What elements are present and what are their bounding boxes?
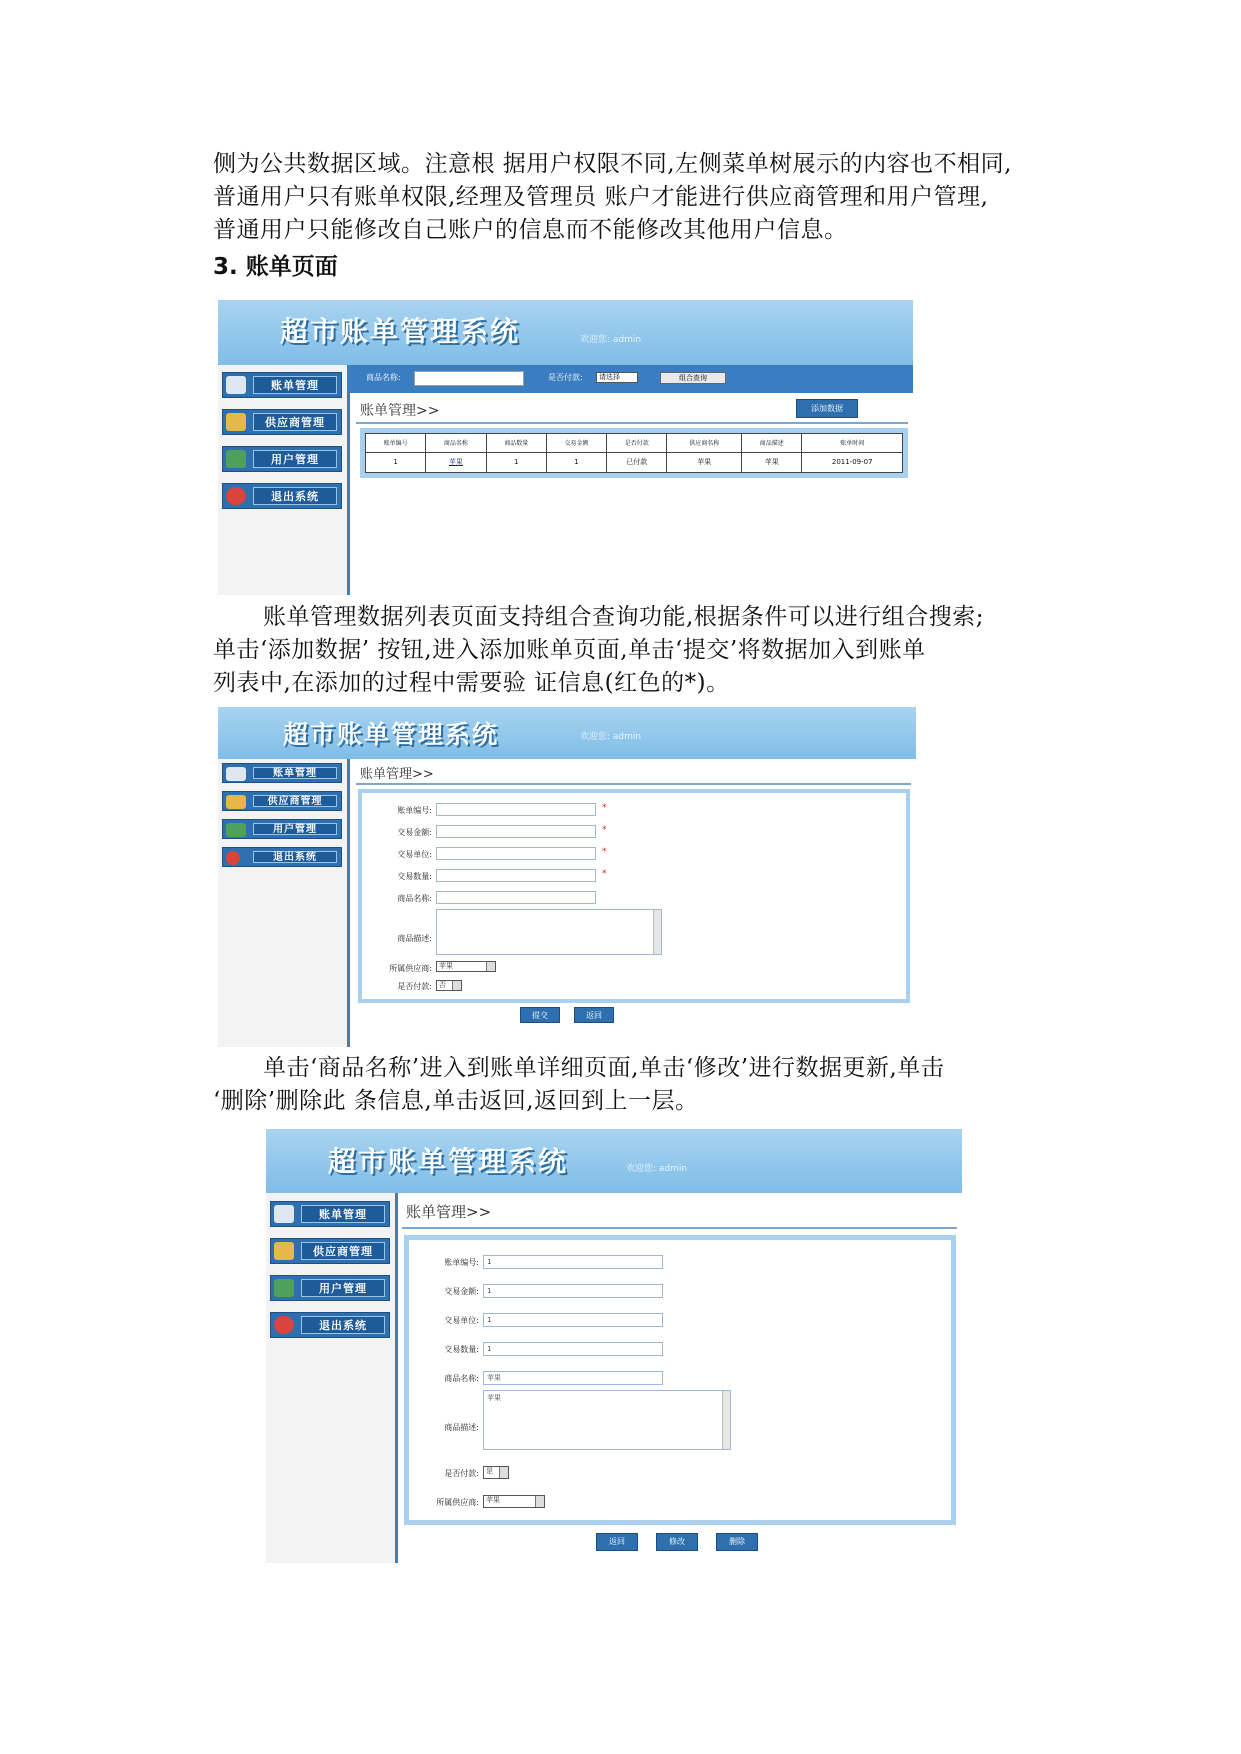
product-desc-textarea[interactable] — [436, 909, 662, 955]
add-bill-form: 账单编号: * 交易金额: * 交易单位: * 交易数量: * 商品名称: 商品描述: 所属供应商: 苹果 是否付款: 否 — [358, 789, 910, 1003]
menu-label: 供应商管理 — [253, 795, 337, 807]
product-name-label: 商品名称: — [366, 373, 401, 382]
menu-label: 退出系统 — [301, 1316, 385, 1334]
menu-label: 用户管理 — [301, 1279, 385, 1297]
table-cell: 苹果 — [742, 452, 802, 472]
bill-table — [365, 433, 903, 473]
unit-field[interactable]: 1 — [483, 1313, 663, 1327]
menu-label: 供应商管理 — [253, 413, 337, 431]
text-line: 普通用户只有账单权限,经理及管理员 账户才能进行供应商管理和用户管理, — [213, 184, 989, 210]
product-name-input[interactable] — [436, 891, 596, 904]
text-line: 侧为公共数据区域。注意根 据用户权限不同,左侧菜单树展示的内容也不相同, — [213, 151, 1012, 177]
sidebar — [218, 365, 348, 595]
app-title: 超市账单管理系统 — [328, 1145, 569, 1178]
sidebar-divider — [347, 365, 350, 595]
sidebar-divider — [347, 759, 350, 1047]
supplier-icon — [274, 1242, 294, 1260]
breadcrumb-rule — [402, 1227, 957, 1229]
text-line: ‘删除’删除此 条信息,单击返回,返回到上一层。 — [213, 1088, 699, 1114]
welcome-user: 欢迎您: admin — [626, 1164, 688, 1174]
column-header: 商品名称 — [426, 434, 486, 453]
menu-label: 用户管理 — [253, 450, 337, 468]
table-cell: 1 — [546, 452, 606, 472]
table-cell: 1 — [486, 452, 546, 472]
users-icon — [274, 1279, 294, 1297]
quantity-input[interactable] — [436, 869, 596, 882]
menu-user[interactable] — [222, 446, 342, 472]
bill-list-screenshot — [218, 300, 913, 595]
breadcrumb-rule — [356, 783, 911, 785]
text-line: 账单管理数据列表页面支持组合查询功能,根据条件可以进行组合搜索; — [263, 604, 985, 630]
text-line: 单击‘添加数据’ 按钮,进入添加账单页面,单击‘提交’将数据加入到账单 — [213, 637, 926, 663]
supplier-icon — [226, 413, 246, 431]
users-icon — [226, 450, 246, 468]
bill-detail-screenshot — [266, 1129, 962, 1563]
bill-detail-form: 账单编号: 1 交易金额: 1 交易单位: 1 交易数量: 1 商品名称: 苹果 商品描述: 苹果 是否付款: 是 所属供应商: 苹果 — [404, 1235, 956, 1525]
table-cell: 1 — [366, 452, 426, 472]
menu-label: 用户管理 — [253, 823, 337, 835]
welcome-user: 欢迎您: admin — [580, 335, 642, 345]
bill-code-input[interactable] — [436, 803, 596, 816]
menu-supplier[interactable] — [222, 409, 342, 435]
supplier-select[interactable]: 苹果 — [483, 1495, 545, 1508]
exit-icon — [226, 487, 246, 505]
banner — [218, 707, 916, 759]
required-mark: * — [602, 869, 607, 879]
amount-input[interactable] — [436, 825, 596, 838]
text-line: 普通用户只能修改自己账户的信息而不能修改其他用户信息。 — [213, 217, 848, 243]
supplier-select[interactable]: 苹果 — [436, 961, 496, 972]
menu-supplier[interactable] — [270, 1238, 390, 1264]
banner — [266, 1129, 962, 1193]
users-icon — [226, 823, 246, 837]
menu-label: 账单管理 — [253, 767, 337, 779]
breadcrumb: 账单管理>> — [360, 403, 440, 419]
menu-bill[interactable] — [222, 763, 342, 783]
app-title: 超市账单管理系统 — [280, 315, 521, 348]
pencil-icon — [226, 376, 246, 394]
required-mark: * — [602, 847, 607, 857]
menu-user[interactable] — [222, 819, 342, 839]
pencil-icon — [226, 767, 246, 781]
chevron-down-icon — [499, 1467, 508, 1478]
bill-table-frame — [360, 428, 908, 478]
edit-button[interactable]: 修改 — [656, 1533, 698, 1551]
table-header-row — [366, 434, 903, 453]
breadcrumb: 账单管理>> — [406, 1203, 492, 1221]
menu-exit[interactable] — [222, 847, 342, 867]
quantity-field[interactable]: 1 — [483, 1342, 663, 1356]
chevron-down-icon — [486, 962, 495, 971]
column-header: 商品描述 — [742, 434, 802, 453]
column-header: 是否付款 — [607, 434, 667, 453]
required-mark: * — [602, 803, 607, 813]
chevron-down-icon — [452, 981, 461, 990]
submit-button[interactable]: 提交 — [520, 1007, 560, 1023]
product-name-input[interactable] — [414, 371, 524, 386]
menu-bill[interactable] — [222, 372, 342, 398]
chevron-down-icon — [535, 1496, 544, 1507]
supplier-icon — [226, 795, 246, 809]
menu-exit[interactable] — [270, 1312, 390, 1338]
menu-label: 供应商管理 — [301, 1242, 385, 1260]
text-line: 列表中,在添加的过程中需要验 证信息(红色的*)。 — [213, 670, 730, 696]
intro-paragraph — [213, 148, 1063, 247]
exit-icon — [226, 851, 240, 865]
amount-field[interactable]: 1 — [483, 1284, 663, 1298]
scrollbar[interactable] — [722, 1391, 730, 1449]
menu-label: 账单管理 — [253, 376, 337, 394]
scrollbar[interactable] — [653, 910, 661, 954]
table-row — [366, 452, 903, 472]
text-line: 单击‘商品名称’进入到账单详细页面,单击‘修改’进行数据更新,单击 — [263, 1055, 945, 1081]
breadcrumb-rule — [356, 422, 908, 424]
column-header: 交易金额 — [546, 434, 606, 453]
app-title: 超市账单管理系统 — [283, 720, 500, 749]
paid-select[interactable]: 请选择 — [596, 372, 638, 383]
list-description-paragraph — [213, 601, 1063, 700]
menu-supplier[interactable] — [222, 791, 342, 811]
back-button[interactable]: 返回 — [596, 1533, 638, 1551]
menu-label: 退出系统 — [253, 851, 337, 863]
menu-label: 退出系统 — [253, 487, 337, 505]
paid-label: 是否付款: — [548, 373, 583, 382]
required-mark: * — [602, 825, 607, 835]
product-name-field[interactable]: 苹果 — [483, 1371, 663, 1385]
unit-input[interactable] — [436, 847, 596, 860]
search-bar — [350, 365, 913, 393]
detail-description-paragraph — [213, 1052, 1063, 1118]
paid-select[interactable]: 否 — [436, 980, 462, 991]
exit-icon — [274, 1316, 294, 1334]
banner — [218, 300, 913, 365]
delete-button[interactable]: 删除 — [716, 1533, 758, 1551]
product-desc-textarea[interactable]: 苹果 — [483, 1390, 731, 1450]
column-header: 商品数量 — [486, 434, 546, 453]
pencil-icon — [274, 1205, 294, 1223]
breadcrumb: 账单管理>> — [360, 767, 434, 782]
table-cell — [426, 452, 486, 472]
column-header: 供应商名称 — [667, 434, 742, 453]
column-header: 账单编号 — [366, 434, 426, 453]
paid-select[interactable]: 是 — [483, 1466, 509, 1479]
product-name-link[interactable]: 苹果 — [448, 458, 463, 467]
menu-exit[interactable] — [222, 483, 342, 509]
table-cell: 2011-09-07 — [802, 452, 903, 472]
back-button[interactable]: 返回 — [574, 1007, 614, 1023]
query-button[interactable]: 组合查询 — [660, 372, 726, 384]
table-cell: 苹果 — [667, 452, 742, 472]
add-data-button[interactable]: 添加数据 — [796, 399, 858, 418]
menu-label: 账单管理 — [301, 1205, 385, 1223]
add-bill-screenshot — [218, 707, 916, 1047]
menu-user[interactable] — [270, 1275, 390, 1301]
table-cell: 已付款 — [607, 452, 667, 472]
welcome-user: 欢迎您: admin — [580, 732, 642, 742]
sidebar-divider — [395, 1193, 398, 1563]
column-header: 账单时间 — [802, 434, 903, 453]
section-heading: 3. 账单页面 — [213, 254, 338, 280]
bill-code-field[interactable]: 1 — [483, 1255, 663, 1269]
menu-bill[interactable] — [270, 1201, 390, 1227]
